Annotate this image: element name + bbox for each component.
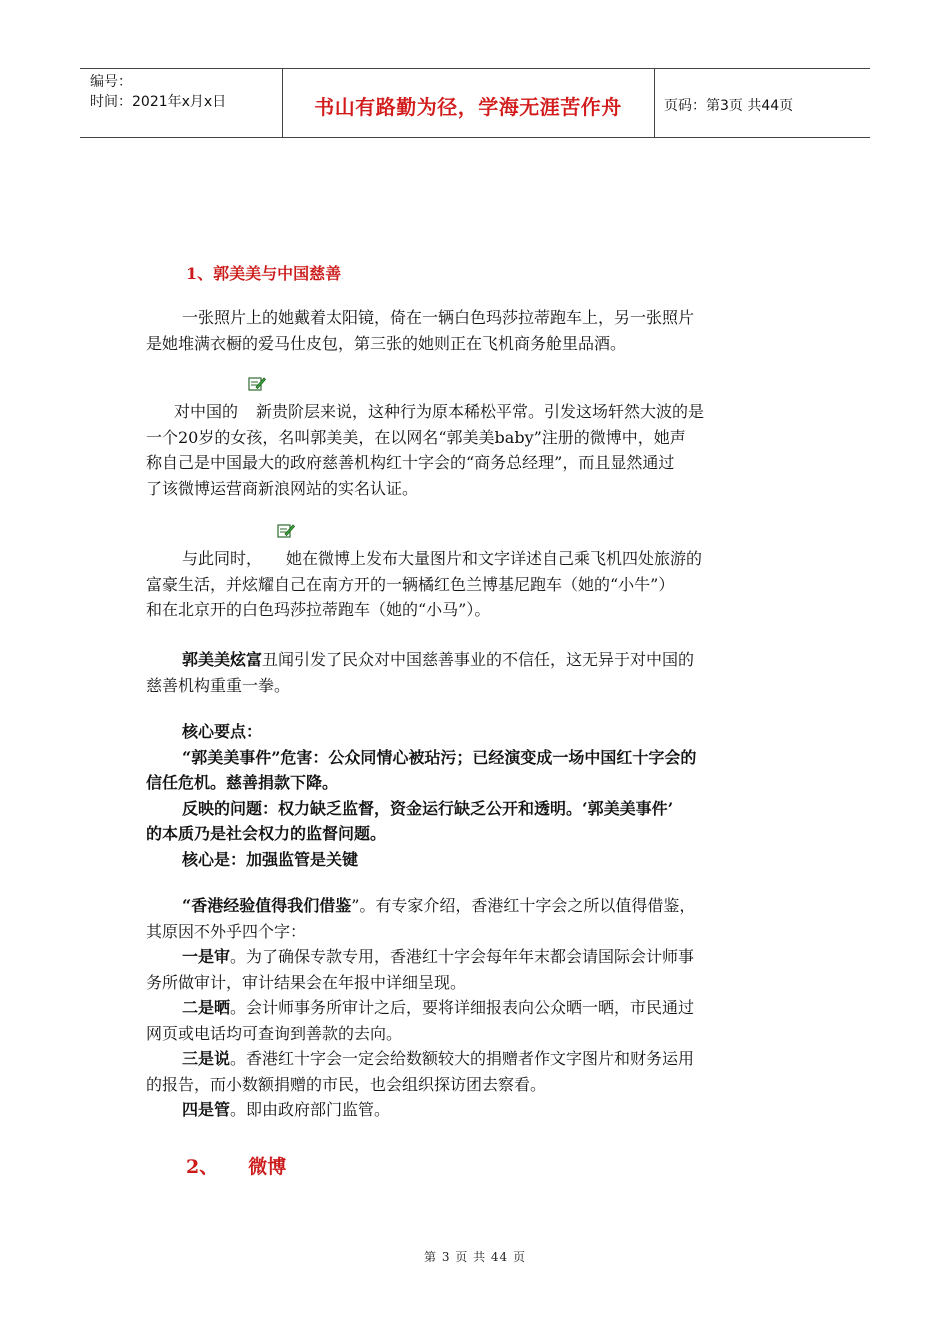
serial-label: 编号：: [90, 74, 132, 90]
header-motto-cell: [282, 69, 655, 137]
item-label: 二是晒: [182, 998, 231, 1017]
core-points: [146, 719, 826, 872]
text-fragment: 新贵阶层来说，这种行为原本稀松平常。引发这场轩然大波的是: [256, 402, 705, 421]
text-fragment: ”。有专家介绍，香港红十字会之所以值得借鉴，: [351, 896, 696, 915]
text-line: 核心是：加强监管是关键: [182, 849, 359, 869]
text-line: “郭美美事件”危害：公众同情心被玷污；已经演变成一场中国红十字会的: [182, 747, 697, 767]
note-icon[interactable]: [277, 523, 295, 538]
page-footer: 第 3 页 共 44 页: [424, 1250, 526, 1264]
text-line: 反映的问题：权力缺乏监督，资金运行缺乏公开和透明。‘郭美美事件’: [182, 798, 674, 818]
section-2-label: 微博: [248, 1156, 287, 1178]
item-label: 三是说: [182, 1049, 231, 1068]
text-line: 慈善机构重重一拳。: [146, 675, 291, 695]
page-info: 页码：第3页 共44页: [664, 98, 794, 114]
text-fragment: 。为了确保专款专用，香港红十字会每年年末都会请国际会计师事: [230, 947, 695, 966]
text-line: 的报告，而小数额捐赠的市民，也会组织探访团去察看。: [146, 1074, 547, 1094]
text-line: 务所做审计，审计结果会在年报中详细呈现。: [146, 972, 467, 992]
text-line: 其原因不外乎四个字：: [146, 921, 307, 941]
section-1-title: 1、郭美美与中国慈善: [186, 264, 342, 283]
section-2-number: 2、: [186, 1156, 219, 1178]
time-label: 时间：2021年x月x日: [90, 94, 227, 110]
header-meta-cell: [80, 69, 283, 137]
bold-phrase: “香港经验值得我们借鉴: [182, 896, 352, 915]
section-2-title: [186, 1152, 286, 1179]
item-label: 一是审: [182, 947, 231, 966]
text-line: 一个20岁的女孩，名叫郭美美，在以网名“郭美美baby”注册的微博中，她声: [146, 427, 686, 447]
text-fragment: 对中国的: [174, 402, 239, 421]
bold-phrase: 郭美美炫富: [182, 650, 263, 669]
text-fragment: 与此同时，: [182, 549, 263, 568]
text-fragment: 。香港红十字会一定会给数额较大的捐赠者作文字图片和财务运用: [230, 1049, 695, 1068]
text-fragment: 。会计师事务所审计之后，要将详细报表向公众晒一晒，市民通过: [230, 998, 695, 1017]
text-fragment: 。即由政府部门监管。: [230, 1100, 391, 1119]
paragraph-2: [146, 399, 826, 501]
text-line: 了该微博运营商新浪网站的实名认证。: [146, 478, 419, 498]
paragraph-1: [146, 305, 826, 356]
text-line: 信任危机。慈善捐款下降。: [146, 773, 339, 792]
text-line: 称自己是中国最大的政府慈善机构红十字会的“商务总经理”，而且显然通过: [146, 453, 675, 472]
text-fragment: 丑闻引发了民众对中国慈善事业的不信任，这无异于对中国的: [262, 650, 695, 669]
text-line: 是她堆满衣橱的爱马仕皮包，第三张的她则正在飞机商务舱里品酒。: [146, 333, 627, 353]
paragraph-3: [146, 546, 826, 623]
paragraph-4: [146, 647, 826, 698]
text-line: 和在北京开的白色玛莎拉蒂跑车（她的“小马”）。: [146, 600, 491, 619]
note-icon[interactable]: [248, 376, 266, 391]
text-line: 网页或电话均可查询到善款的去向。: [146, 1023, 403, 1043]
text-fragment: 她在微博上发布大量图片和文字详述自己乘飞机四处旅游的: [286, 549, 703, 568]
text-line: 富豪生活，并炫耀自己在南方开的一辆橘红色兰博基尼跑车（她的“小牛”）: [146, 574, 675, 594]
motto: 书山有路勤为径，学海无涯苦作舟: [314, 95, 622, 119]
text-line: 的本质乃是社会权力的监督问题。: [146, 824, 387, 843]
core-points-title: 核心要点：: [182, 722, 263, 741]
item-label: 四是管: [182, 1100, 231, 1119]
hongkong-experience: [146, 893, 826, 1123]
page-header: [80, 68, 870, 138]
header-page-cell: [654, 69, 870, 137]
text-line: 一张照片上的她戴着太阳镜，倚在一辆白色玛莎拉蒂跑车上，另一张照片: [182, 308, 695, 327]
